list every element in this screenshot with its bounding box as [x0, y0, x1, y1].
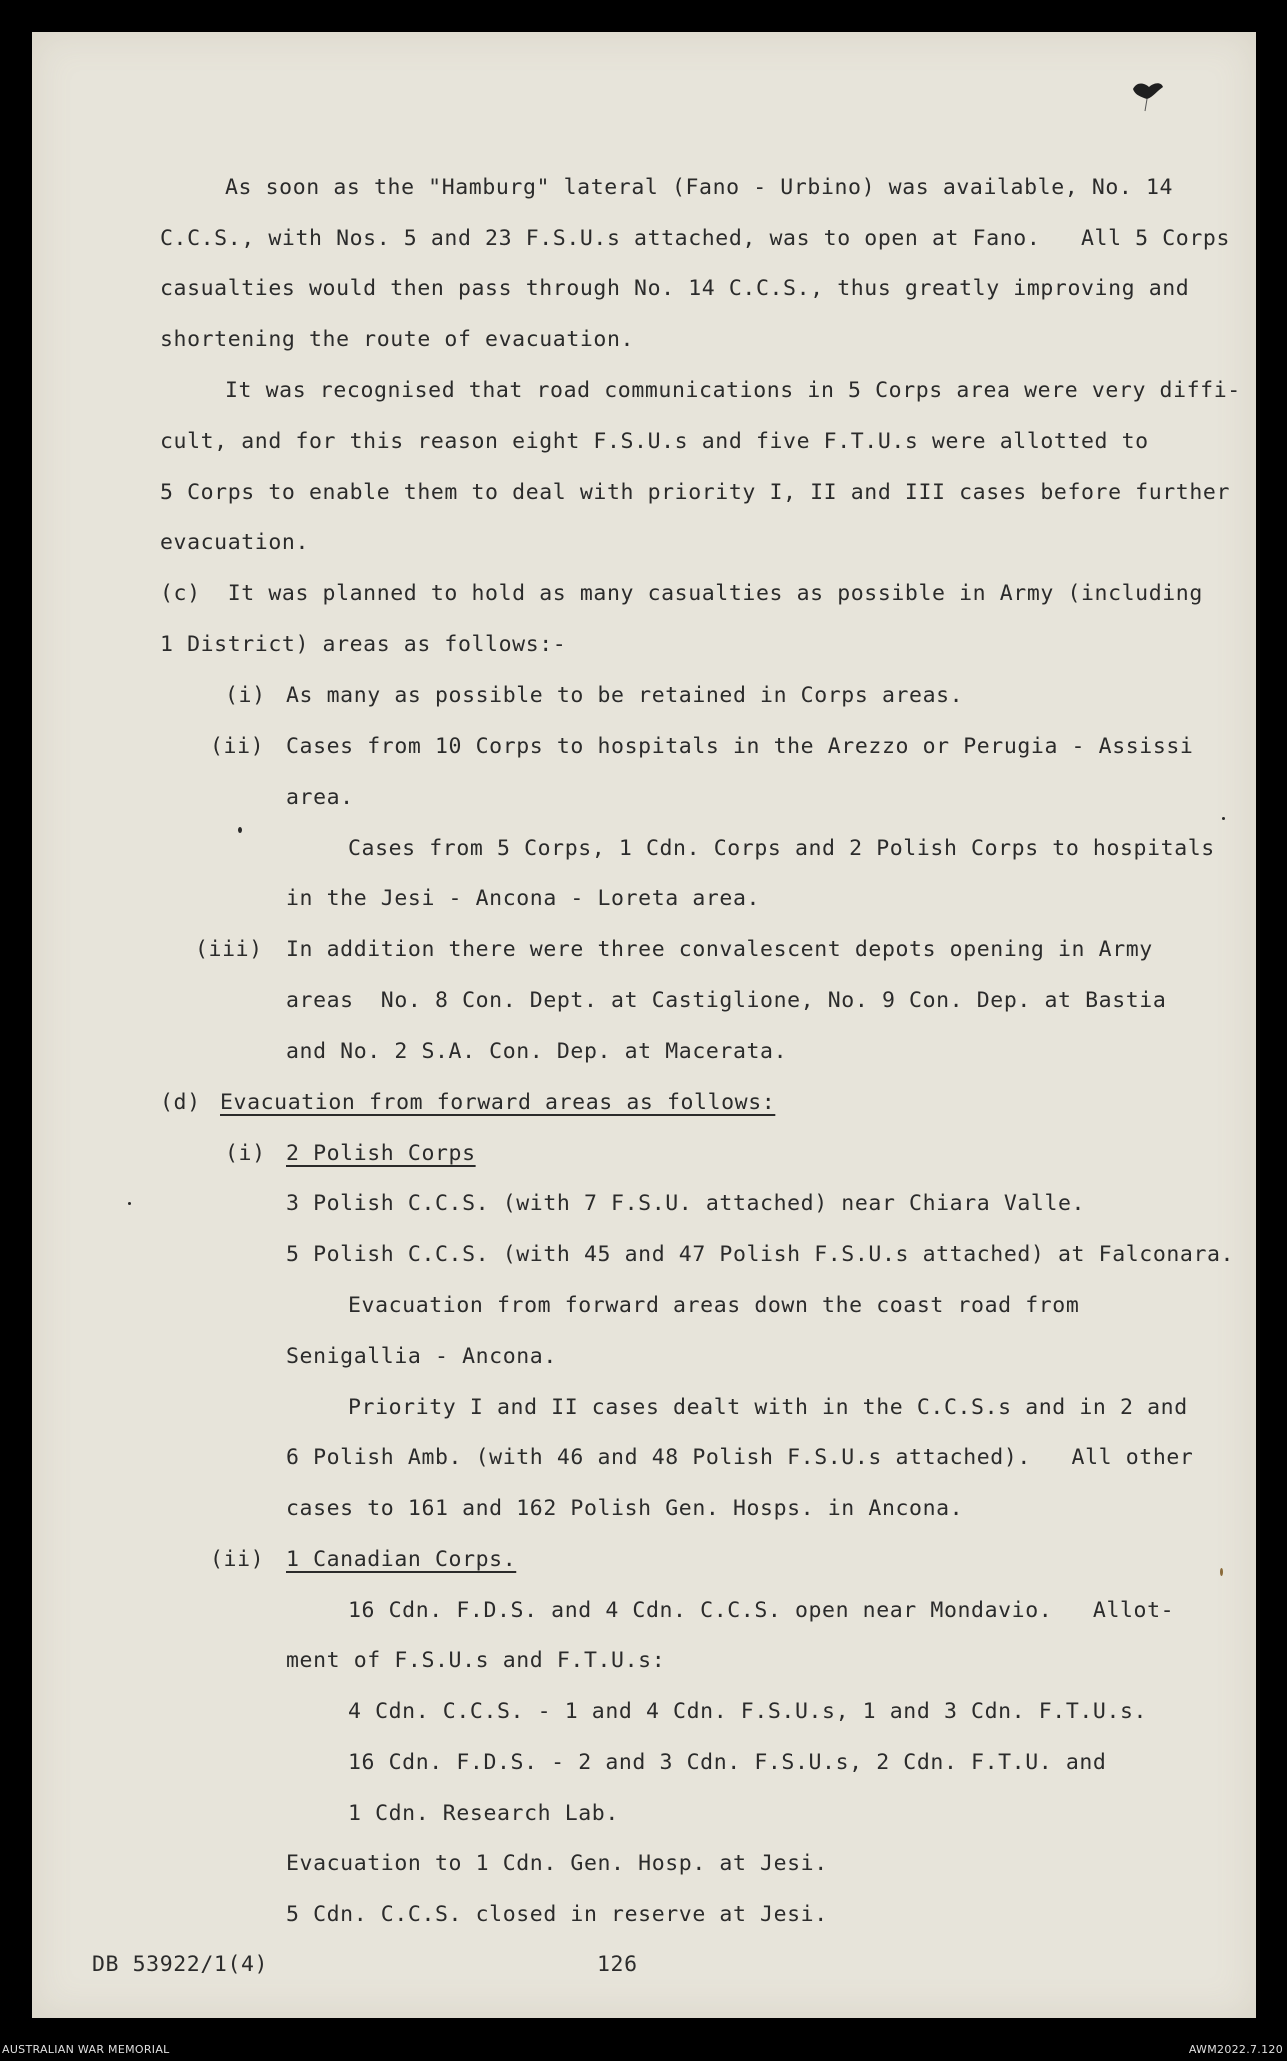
list-marker: (ii) [210, 734, 265, 759]
text-line: 5 Polish C.C.S. (with 45 and 47 Polish F.S.U.s attached) at Falconara. [286, 1242, 1235, 1267]
text-line: As many as possible to be retained in Corps areas. [286, 683, 964, 708]
text-line: Cases from 5 Corps, 1 Cdn. Corps and 2 Polish Corps to hospitals [348, 836, 1215, 861]
paper-speck [1220, 1568, 1223, 1576]
text-line: 3 Polish C.C.S. (with 7 F.S.U. attached) near Chiara Valle. [286, 1191, 1086, 1216]
text-line: 5 Corps to enable them to deal with priority I, II and III cases before further [160, 480, 1230, 505]
section-heading: Evacuation from forward areas as follows: [220, 1090, 776, 1115]
text-line: areas No. 8 Con. Dept. at Castiglione, No. 9 Con. Dep. at Bastia [286, 988, 1167, 1013]
paper-damage-mark [1127, 77, 1167, 113]
text-line: ment of F.S.U.s and F.T.U.s: [286, 1648, 666, 1673]
text-line: Priority I and II cases dealt with in the C.C.S.s and in 2 and [348, 1395, 1188, 1420]
text-line: casualties would then pass through No. 14 C.C.S., thus greatly improving and [160, 276, 1190, 301]
text-line: C.C.S., with Nos. 5 and 23 F.S.U.s attached, was to open at Fano. All 5 Corps [160, 226, 1230, 251]
paper-speck [128, 1202, 131, 1205]
subsection-heading: 2 Polish Corps [286, 1141, 476, 1166]
text-line: 6 Polish Amb. (with 46 and 48 Polish F.S.U.s attached). All other [286, 1445, 1194, 1470]
text-line: area. [286, 785, 354, 810]
text-line: (c) It was planned to hold as many casualties as possible in Army (including [160, 581, 1203, 606]
text-line: 5 Cdn. C.C.S. closed in reserve at Jesi. [286, 1902, 828, 1927]
list-marker: (ii) [210, 1547, 265, 1572]
text-line: Cases from 10 Corps to hospitals in the Arezzo or Perugia - Assissi [286, 734, 1194, 759]
text-line: 4 Cdn. C.C.S. - 1 and 4 Cdn. F.S.U.s, 1 and 3 Cdn. F.T.U.s. [348, 1699, 1148, 1724]
text-line: 16 Cdn. F.D.S. - 2 and 3 Cdn. F.S.U.s, 2 Cdn. F.T.U. and [348, 1750, 1107, 1775]
footer-institution: AUSTRALIAN WAR MEMORIAL [2, 2043, 170, 2056]
document-page [32, 32, 1256, 2018]
text-line: Evacuation to 1 Cdn. Gen. Hosp. at Jesi. [286, 1851, 828, 1876]
text-line: 1 Cdn. Research Lab. [348, 1801, 619, 1826]
list-marker: (d) [160, 1090, 201, 1115]
text-line: 16 Cdn. F.D.S. and 4 Cdn. C.C.S. open near Mondavio. Allot- [348, 1598, 1175, 1623]
text-line: 1 District) areas as follows:- [160, 632, 567, 657]
text-line: cult, and for this reason eight F.S.U.s and five F.T.U.s were allotted to [160, 429, 1149, 454]
text-line: As soon as the "Hamburg" lateral (Fano - Urbino) was available, No. 14 [225, 175, 1174, 200]
text-line: in the Jesi - Ancona - Loreta area. [286, 886, 761, 911]
text-line: Senigallia - Ancona. [286, 1344, 557, 1369]
text-line: It was recognised that road communications in 5 Corps area were very diffi- [225, 378, 1241, 403]
list-marker: (i) [225, 1141, 266, 1166]
paper-speck [1222, 817, 1225, 820]
subsection-heading: 1 Canadian Corps. [286, 1547, 517, 1572]
document-reference: DB 53922/1(4) [92, 1952, 269, 1977]
archive-footer [0, 2028, 1287, 2061]
text-line: shortening the route of evacuation. [160, 327, 635, 352]
paper-speck [238, 827, 242, 833]
text-line: and No. 2 S.A. Con. Dep. at Macerata. [286, 1039, 788, 1064]
list-marker: (i) [225, 683, 266, 708]
footer-accession-id: AWM2022.7.120 [1188, 2043, 1283, 2056]
list-marker: (iii) [195, 937, 263, 962]
page-number: 126 [597, 1952, 638, 1977]
text-line: evacuation. [160, 530, 309, 555]
text-line: cases to 161 and 162 Polish Gen. Hosps. in Ancona. [286, 1496, 964, 1521]
text-line: In addition there were three convalescent depots opening in Army [286, 937, 1153, 962]
text-line: Evacuation from forward areas down the coast road from [348, 1293, 1080, 1318]
